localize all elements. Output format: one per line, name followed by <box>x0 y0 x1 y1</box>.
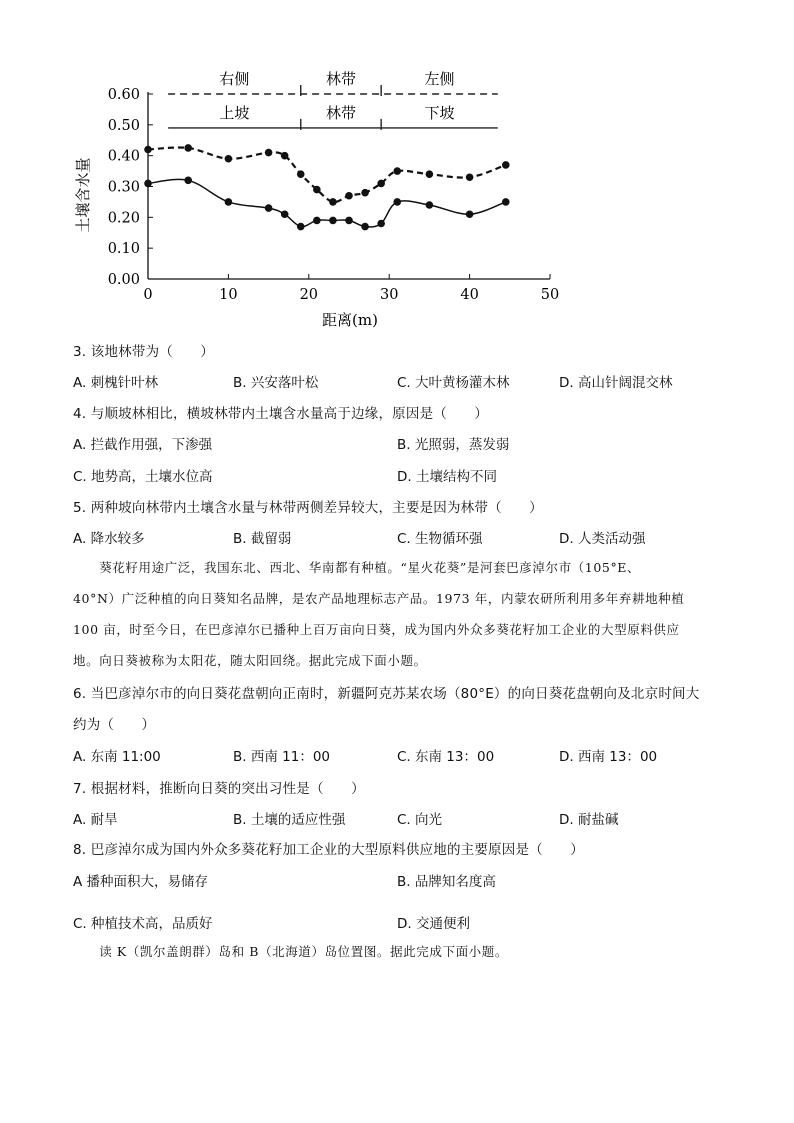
next-question-intro: 读 K（凯尔盖朗群）岛和 B（北海道）岛位置图。据此完成下面小题。 <box>73 944 508 959</box>
q8-option-c: C. 种植技术高，品质好 <box>73 916 213 932</box>
x-tick-label: 20 <box>299 287 319 303</box>
data-point-solid <box>361 223 369 231</box>
x-tick-label: 40 <box>460 287 479 303</box>
q8-option-a: A 播种面积大，易储存 <box>73 874 209 890</box>
q8-option-b: B. 品牌知名度高 <box>397 874 496 890</box>
q3-option-b: B. 兴安落叶松 <box>233 375 319 391</box>
y-tick-label: 0.10 <box>107 241 140 258</box>
y-tick-label: 0.50 <box>107 117 140 134</box>
q4-option-d: D. 土壤结构不同 <box>397 469 497 485</box>
data-point-dashed <box>297 170 305 178</box>
data-point-dashed <box>313 186 321 194</box>
data-point-solid <box>466 210 474 218</box>
passage-line-4: 地。向日葵被称为太阳花，随太阳回绕。据此完成下面小题。 <box>73 653 427 668</box>
band-label-bottom: 下坡 <box>424 103 455 122</box>
x-axis-label: 距离(m) <box>322 311 378 329</box>
y-tick-label: 0.40 <box>107 148 140 165</box>
data-point-solid <box>502 198 510 206</box>
data-point-solid <box>297 223 305 231</box>
q6-option-b: B. 西南 11：00 <box>233 749 330 765</box>
y-tick-label: 0.60 <box>107 87 140 103</box>
q6-option-c: C. 东南 13：00 <box>397 749 495 765</box>
q7-option-b: B. 土壤的适应性强 <box>233 812 346 828</box>
q7-option-d: D. 耐盐碱 <box>559 812 619 828</box>
data-point-solid <box>144 180 152 188</box>
data-point-dashed <box>265 149 273 157</box>
x-tick-label: 10 <box>219 287 238 303</box>
data-point-solid <box>281 210 289 218</box>
data-point-dashed <box>144 146 152 154</box>
question-3-stem: 3. 该地林带为（ ） <box>73 344 215 360</box>
data-point-dashed <box>345 192 353 200</box>
passage-line-3: 100 亩，时至今日，在巴彦淖尔已播种上百万亩向日葵，成为国内外众多葵花籽加工企业的大型原料供应 <box>73 622 680 637</box>
data-point-dashed <box>329 198 337 206</box>
q6-option-a: A. 东南 11:00 <box>73 749 161 765</box>
data-point-solid <box>393 198 401 206</box>
q5-option-a: A. 降水较多 <box>73 531 145 547</box>
series-line-dashed <box>148 148 506 203</box>
question-5-stem: 5. 两种坡向林带内土壤含水量与林带两侧差异较大，主要是因为林带（ ） <box>73 500 543 516</box>
band-label-top: 右侧 <box>219 70 250 88</box>
data-point-dashed <box>426 170 434 178</box>
q5-option-d: D. 人类活动强 <box>559 531 646 547</box>
y-axis-label: 土壤含水量 <box>74 157 92 233</box>
q8-option-d: D. 交通便利 <box>397 916 470 932</box>
data-point-dashed <box>225 155 233 163</box>
band-label-bottom: 上坡 <box>219 103 250 122</box>
band-label-top: 林带 <box>325 70 356 88</box>
data-point-solid <box>329 217 337 225</box>
data-point-solid <box>377 220 385 228</box>
question-7-stem: 7. 根据材料，推断向日葵的突出习性是（ ） <box>73 781 365 797</box>
data-point-solid <box>184 177 192 185</box>
data-point-dashed <box>361 189 369 197</box>
q7-option-c: C. 向光 <box>397 812 443 828</box>
q4-option-a: A. 拦截作用强，下渗强 <box>73 437 213 453</box>
x-tick-label: 30 <box>379 287 399 303</box>
x-tick-label: 50 <box>540 287 560 303</box>
series-line-solid <box>148 179 506 227</box>
data-point-dashed <box>393 167 401 175</box>
data-point-solid <box>313 217 321 225</box>
question-8-stem: 8. 巴彦淖尔成为国内外众多葵花籽加工企业的大型原料供应地的主要原因是（ ） <box>73 842 584 858</box>
q3-option-d: D. 高山针阔混交林 <box>559 375 673 391</box>
band-label-bottom: 林带 <box>325 103 356 122</box>
soil-moisture-chart <box>60 55 580 340</box>
x-tick-label: 0 <box>143 287 153 303</box>
data-point-solid <box>265 204 273 212</box>
band-label-top: 左侧 <box>424 70 455 88</box>
data-point-dashed <box>502 161 510 169</box>
question-6-stem-line-1: 6. 当巴彦淖尔市的向日葵花盘朝向正南时，新疆阿克苏某农场（80°E）的向日葵花盘朝向及北京时间大 <box>73 686 700 702</box>
q5-option-c: C. 生物循环强 <box>397 531 483 547</box>
q6-option-d: D. 西南 13：00 <box>559 749 658 765</box>
q4-option-c: C. 地势高，土壤水位高 <box>73 469 213 485</box>
question-6-stem-line-2: 约为（ ） <box>73 717 156 733</box>
q5-option-b: B. 截留弱 <box>233 531 292 547</box>
y-tick-label: 0.00 <box>107 272 140 288</box>
data-point-solid <box>225 198 233 206</box>
passage-line-1: 葵花籽用途广泛，我国东北、西北、华南都有种植。“星火花葵”是河套巴彦淖尔市（105°E、 <box>73 560 641 575</box>
data-point-dashed <box>466 173 474 181</box>
q3-option-c: C. 大叶黄杨灌木林 <box>397 375 510 391</box>
q4-option-b: B. 光照弱，蒸发弱 <box>397 437 510 453</box>
q7-option-a: A. 耐旱 <box>73 812 118 828</box>
data-point-solid <box>426 201 434 209</box>
data-point-dashed <box>377 180 385 188</box>
passage-line-2: 40°N）广泛种植的向日葵知名品牌，是农产品地理标志产品。1973 年，内蒙农研所利用多年弃耕地种植 <box>73 591 685 606</box>
data-point-dashed <box>281 152 289 160</box>
chart-series <box>144 144 509 230</box>
data-point-solid <box>345 217 353 225</box>
question-4-stem: 4. 与顺坡林相比，横坡林带内土壤含水量高于边缘，原因是（ ） <box>73 406 489 422</box>
y-tick-label: 0.20 <box>107 210 140 227</box>
q3-option-a: A. 刺槐针叶林 <box>73 375 159 391</box>
data-point-dashed <box>184 144 192 152</box>
chart-bands <box>168 70 498 130</box>
y-tick-label: 0.30 <box>107 179 140 196</box>
